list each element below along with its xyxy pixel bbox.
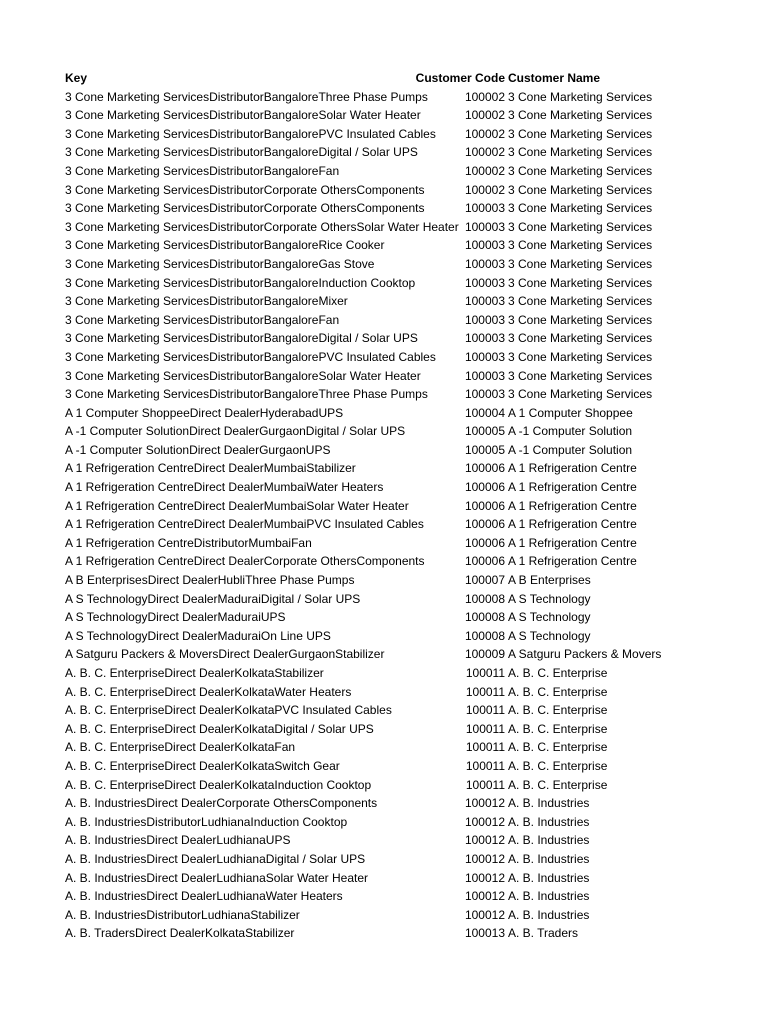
customer-code-cell: 100002	[464, 126, 505, 141]
table-row	[0, 367, 768, 386]
table-row	[0, 181, 768, 200]
key-cell: A 1 Refrigeration CentreDirect DealerMumbaiSolar Water Heater	[65, 498, 409, 513]
key-cell: 3 Cone Marketing ServicesDistributorBangaloreFan	[65, 163, 340, 178]
customer-name-cell: A S Technology	[508, 628, 591, 643]
table-row	[0, 683, 768, 702]
customer-code-cell: 100003	[464, 387, 505, 402]
customer-code-cell: 100008	[464, 610, 505, 625]
customer-code-cell: 100003	[464, 201, 505, 216]
key-cell: A 1 Refrigeration CentreDirect DealerMumbaiWater Heaters	[65, 480, 384, 495]
key-cell: A 1 Refrigeration CentreDirect DealerMumbaiStabilizer	[65, 461, 356, 476]
key-cell: A Satguru Packers & MoversDirect DealerGurgaonStabilizer	[65, 647, 385, 662]
customer-name-cell: A 1 Refrigeration Centre	[508, 498, 637, 513]
table-row	[0, 794, 768, 813]
customer-name-cell: 3 Cone Marketing Services	[508, 163, 653, 178]
customer-name-cell: A. B. Traders	[508, 926, 579, 941]
table-row	[0, 385, 768, 404]
table-row	[0, 831, 768, 850]
table-row	[0, 776, 768, 795]
table-body	[0, 88, 768, 943]
key-cell: 3 Cone Marketing ServicesDistributorBangaloreSolar Water Heater	[65, 108, 421, 123]
table-row	[0, 497, 768, 516]
customer-name-cell: A 1 Computer Shoppee	[508, 405, 633, 420]
customer-name-cell: A S Technology	[508, 610, 591, 625]
customer-name-cell: A. B. C. Enterprise	[508, 703, 608, 718]
key-cell: A. B. C. EnterpriseDirect DealerKolkataStabilizer	[65, 666, 324, 680]
customer-code-cell: 100003	[464, 312, 505, 327]
key-cell: A. B. C. EnterpriseDirect DealerKolkataWater Heaters	[65, 684, 352, 699]
table-row	[0, 125, 768, 144]
table-row	[0, 701, 768, 720]
customer-name-cell: 3 Cone Marketing Services	[508, 182, 653, 197]
key-cell: A. B. C. EnterpriseDirect DealerKolkataFan	[65, 740, 296, 755]
customer-name-cell: 3 Cone Marketing Services	[508, 349, 653, 364]
table-row	[0, 422, 768, 441]
table-row	[0, 404, 768, 423]
customer-code-cell: 100003	[464, 294, 505, 309]
customer-name-cell: A 1 Refrigeration Centre	[508, 480, 637, 495]
customer-code-cell: 100006	[464, 517, 505, 532]
key-cell: 3 Cone Marketing ServicesDistributorBangalorePVC Insulated Cables	[65, 126, 436, 141]
key-cell: A -1 Computer SolutionDirect DealerGurgaonDigital / Solar UPS	[65, 424, 406, 439]
key-cell: A S TechnologyDirect DealerMaduraiUPS	[65, 610, 286, 625]
customer-name-cell: A -1 Computer Solution	[508, 424, 633, 439]
customer-name-cell: A. B. Industries	[508, 851, 590, 866]
customer-code-cell: 100007	[464, 573, 505, 588]
customer-name-cell: A 1 Refrigeration Centre	[508, 554, 637, 569]
key-cell: 3 Cone Marketing ServicesDistributorBangalorePVC Insulated Cables	[65, 349, 436, 364]
customer-name-cell: A. B. Industries	[508, 833, 590, 848]
customer-name-cell: 3 Cone Marketing Services	[508, 294, 653, 309]
table-row	[0, 645, 768, 664]
customer-code-cell: 100012	[464, 851, 505, 866]
customer-name-cell: A. B. Industries	[508, 814, 590, 829]
customer-code-cell: 100012	[464, 870, 505, 885]
table-row	[0, 106, 768, 125]
customer-code-cell: 100012	[464, 796, 505, 811]
table-row	[0, 441, 768, 460]
customer-name-cell: A. B. Industries	[508, 889, 590, 904]
table-row	[0, 906, 768, 925]
key-cell: 3 Cone Marketing ServicesDistributorBangaloreDigital / Solar UPS	[65, 331, 418, 346]
customer-code-cell: 100003	[464, 349, 505, 364]
table-row	[0, 720, 768, 739]
key-cell: 3 Cone Marketing ServicesDistributorBangaloreThree Phase Pumps	[65, 89, 428, 104]
table-row	[0, 813, 768, 832]
customer-name-cell: A. B. C. Enterprise	[508, 666, 608, 680]
table-row	[0, 571, 768, 590]
table-row	[0, 311, 768, 330]
key-cell: A. B. IndustriesDirect DealerLudhianaWater Heaters	[65, 889, 343, 904]
customer-name-cell: 3 Cone Marketing Services	[508, 331, 653, 346]
key-cell: 3 Cone Marketing ServicesDistributorCorporate OthersSolar Water Heater	[65, 219, 459, 234]
table-row	[0, 869, 768, 888]
customer-code-cell: 100002	[464, 182, 505, 197]
key-cell: 3 Cone Marketing ServicesDistributorBangaloreFan	[65, 312, 340, 327]
customer-code-cell: 100011	[465, 684, 505, 699]
key-cell: A. B. C. EnterpriseDirect DealerKolkataSwitch Gear	[65, 758, 340, 773]
column-header-key: Key	[65, 71, 88, 85]
key-cell: 3 Cone Marketing ServicesDistributorBangaloreMixer	[65, 294, 348, 309]
table-row	[0, 88, 768, 107]
customer-code-cell: 100009	[464, 647, 505, 662]
customer-code-cell: 100003	[464, 275, 505, 290]
customer-name-cell: 3 Cone Marketing Services	[508, 238, 653, 253]
column-header-customer-code: Customer Code	[415, 71, 505, 85]
customer-code-cell: 100011	[465, 777, 505, 792]
key-cell: 3 Cone Marketing ServicesDistributorBangaloreRice Cooker	[65, 238, 385, 253]
customer-code-cell: 100003	[464, 219, 505, 234]
customer-name-cell: A. B. C. Enterprise	[508, 740, 608, 755]
table-row	[0, 292, 768, 311]
customer-code-cell: 100005	[464, 442, 505, 457]
customer-code-cell: 100011	[465, 721, 505, 736]
table-row	[0, 236, 768, 255]
table-row	[0, 515, 768, 534]
table-row	[0, 255, 768, 274]
table-row	[0, 143, 768, 162]
customer-code-cell: 100006	[464, 554, 505, 569]
customer-code-cell: 100008	[464, 628, 505, 643]
table-row	[0, 552, 768, 571]
key-cell: A 1 Refrigeration CentreDistributorMumbaiFan	[65, 535, 312, 550]
customer-code-cell: 100002	[464, 163, 505, 178]
table-row	[0, 664, 768, 683]
customer-name-cell: A. B. C. Enterprise	[508, 758, 608, 773]
customer-code-cell: 100002	[464, 108, 505, 123]
customer-code-cell: 100006	[464, 461, 505, 476]
customer-code-cell: 100003	[464, 256, 505, 271]
customer-name-cell: A. B. Industries	[508, 796, 590, 811]
customer-name-cell: A 1 Refrigeration Centre	[508, 535, 637, 550]
customer-code-cell: 100011	[465, 758, 505, 773]
table-row	[0, 218, 768, 237]
table-row	[0, 199, 768, 218]
customer-code-cell: 100003	[464, 368, 505, 383]
key-cell: A. B. IndustriesDirect DealerLudhianaDigital / Solar UPS	[65, 851, 366, 866]
column-header-customer-name: Customer Name	[508, 71, 601, 85]
spreadsheet-table	[0, 69, 768, 943]
key-cell: A 1 Refrigeration CentreDirect DealerCorporate OthersComponents	[65, 554, 425, 569]
customer-name-cell: A 1 Refrigeration Centre	[508, 461, 637, 476]
table-row	[0, 274, 768, 293]
key-cell: A. B. IndustriesDirect DealerLudhianaSolar Water Heater	[65, 870, 369, 885]
customer-code-cell: 100006	[464, 535, 505, 550]
table-row	[0, 329, 768, 348]
table-row	[0, 738, 768, 757]
customer-code-cell: 100005	[464, 424, 505, 439]
customer-name-cell: 3 Cone Marketing Services	[508, 387, 653, 402]
customer-code-cell: 100011	[465, 740, 505, 755]
key-cell: A 1 Refrigeration CentreDirect DealerMumbaiPVC Insulated Cables	[65, 517, 424, 532]
key-cell: A S TechnologyDirect DealerMaduraiOn Line UPS	[65, 628, 331, 643]
key-cell: 3 Cone Marketing ServicesDistributorBangaloreThree Phase Pumps	[65, 387, 428, 402]
customer-name-cell: A -1 Computer Solution	[508, 442, 633, 457]
key-cell: A B EnterprisesDirect DealerHubliThree Phase Pumps	[65, 573, 355, 588]
table-row	[0, 459, 768, 478]
table-row	[0, 534, 768, 553]
key-cell: 3 Cone Marketing ServicesDistributorCorporate OthersComponents	[65, 201, 425, 216]
customer-code-cell: 100012	[464, 814, 505, 829]
customer-code-cell: 100008	[464, 591, 505, 606]
table-row	[0, 348, 768, 367]
customer-name-cell: 3 Cone Marketing Services	[508, 89, 653, 104]
table-row	[0, 850, 768, 869]
customer-name-cell: A. B. C. Enterprise	[508, 684, 608, 699]
customer-code-cell: 100006	[464, 480, 505, 495]
customer-code-cell: 100011	[465, 703, 505, 718]
key-cell: A. B. IndustriesDirect DealerCorporate OthersComponents	[65, 796, 378, 811]
table-row	[0, 627, 768, 646]
customer-name-cell: 3 Cone Marketing Services	[508, 256, 653, 271]
key-cell: A. B. C. EnterpriseDirect DealerKolkataPVC Insulated Cables	[65, 703, 392, 718]
customer-name-cell: A S Technology	[508, 591, 591, 606]
customer-code-cell: 100013	[464, 926, 505, 941]
customer-name-cell: 3 Cone Marketing Services	[508, 219, 653, 234]
key-cell: 3 Cone Marketing ServicesDistributorBangaloreInduction Cooktop	[65, 275, 416, 290]
key-cell: A. B. C. EnterpriseDirect DealerKolkataDigital / Solar UPS	[65, 721, 374, 736]
customer-code-cell: 100012	[464, 889, 505, 904]
key-cell: A. B. TradersDirect DealerKolkataStabilizer	[65, 926, 295, 941]
key-cell: A. B. IndustriesDistributorLudhianaStabilizer	[65, 907, 300, 922]
table-row	[0, 887, 768, 906]
customer-code-cell: 100012	[464, 833, 505, 848]
key-cell: 3 Cone Marketing ServicesDistributorBangaloreGas Stove	[65, 256, 375, 271]
customer-code-cell: 100002	[464, 89, 505, 104]
table-row	[0, 162, 768, 181]
customer-name-cell: 3 Cone Marketing Services	[508, 312, 653, 327]
key-cell: A -1 Computer SolutionDirect DealerGurgaonUPS	[65, 442, 331, 457]
customer-code-cell: 100011	[465, 666, 505, 680]
customer-code-cell: 100003	[464, 238, 505, 253]
table-row	[0, 608, 768, 627]
customer-name-cell: A. B. Industries	[508, 907, 590, 922]
customer-code-cell: 100004	[464, 405, 505, 420]
key-cell: 3 Cone Marketing ServicesDistributorBangaloreDigital / Solar UPS	[65, 145, 418, 160]
customer-name-cell: 3 Cone Marketing Services	[508, 275, 653, 290]
customer-code-cell: 100003	[464, 331, 505, 346]
table-row	[0, 478, 768, 497]
key-cell: 3 Cone Marketing ServicesDistributorCorporate OthersComponents	[65, 182, 425, 197]
customer-name-cell: A 1 Refrigeration Centre	[508, 517, 637, 532]
customer-name-cell: A. B. C. Enterprise	[508, 777, 608, 792]
customer-name-cell: A B Enterprises	[508, 573, 591, 588]
customer-name-cell: 3 Cone Marketing Services	[508, 201, 653, 216]
table-row	[0, 590, 768, 609]
customer-name-cell: 3 Cone Marketing Services	[508, 368, 653, 383]
key-cell: 3 Cone Marketing ServicesDistributorBangaloreSolar Water Heater	[65, 368, 421, 383]
key-cell: A. B. IndustriesDistributorLudhianaInduction Cooktop	[65, 814, 348, 829]
table-row	[0, 757, 768, 776]
header-row	[0, 69, 768, 88]
key-cell: A. B. IndustriesDirect DealerLudhianaUPS	[65, 833, 291, 848]
customer-name-cell: 3 Cone Marketing Services	[508, 108, 653, 123]
table-row	[0, 924, 768, 943]
customer-name-cell: 3 Cone Marketing Services	[508, 126, 653, 141]
customer-name-cell: A Satguru Packers & Movers	[508, 647, 662, 662]
customer-code-cell: 100006	[464, 498, 505, 513]
key-cell: A. B. C. EnterpriseDirect DealerKolkataInduction Cooktop	[65, 777, 372, 792]
customer-name-cell: A. B. Industries	[508, 870, 590, 885]
customer-code-cell: 100002	[464, 145, 505, 160]
customer-code-cell: 100012	[464, 907, 505, 922]
key-cell: A 1 Computer ShoppeeDirect DealerHyderabadUPS	[65, 405, 344, 420]
customer-name-cell: 3 Cone Marketing Services	[508, 145, 653, 160]
customer-name-cell: A. B. C. Enterprise	[508, 721, 608, 736]
key-cell: A S TechnologyDirect DealerMaduraiDigital / Solar UPS	[65, 591, 361, 606]
